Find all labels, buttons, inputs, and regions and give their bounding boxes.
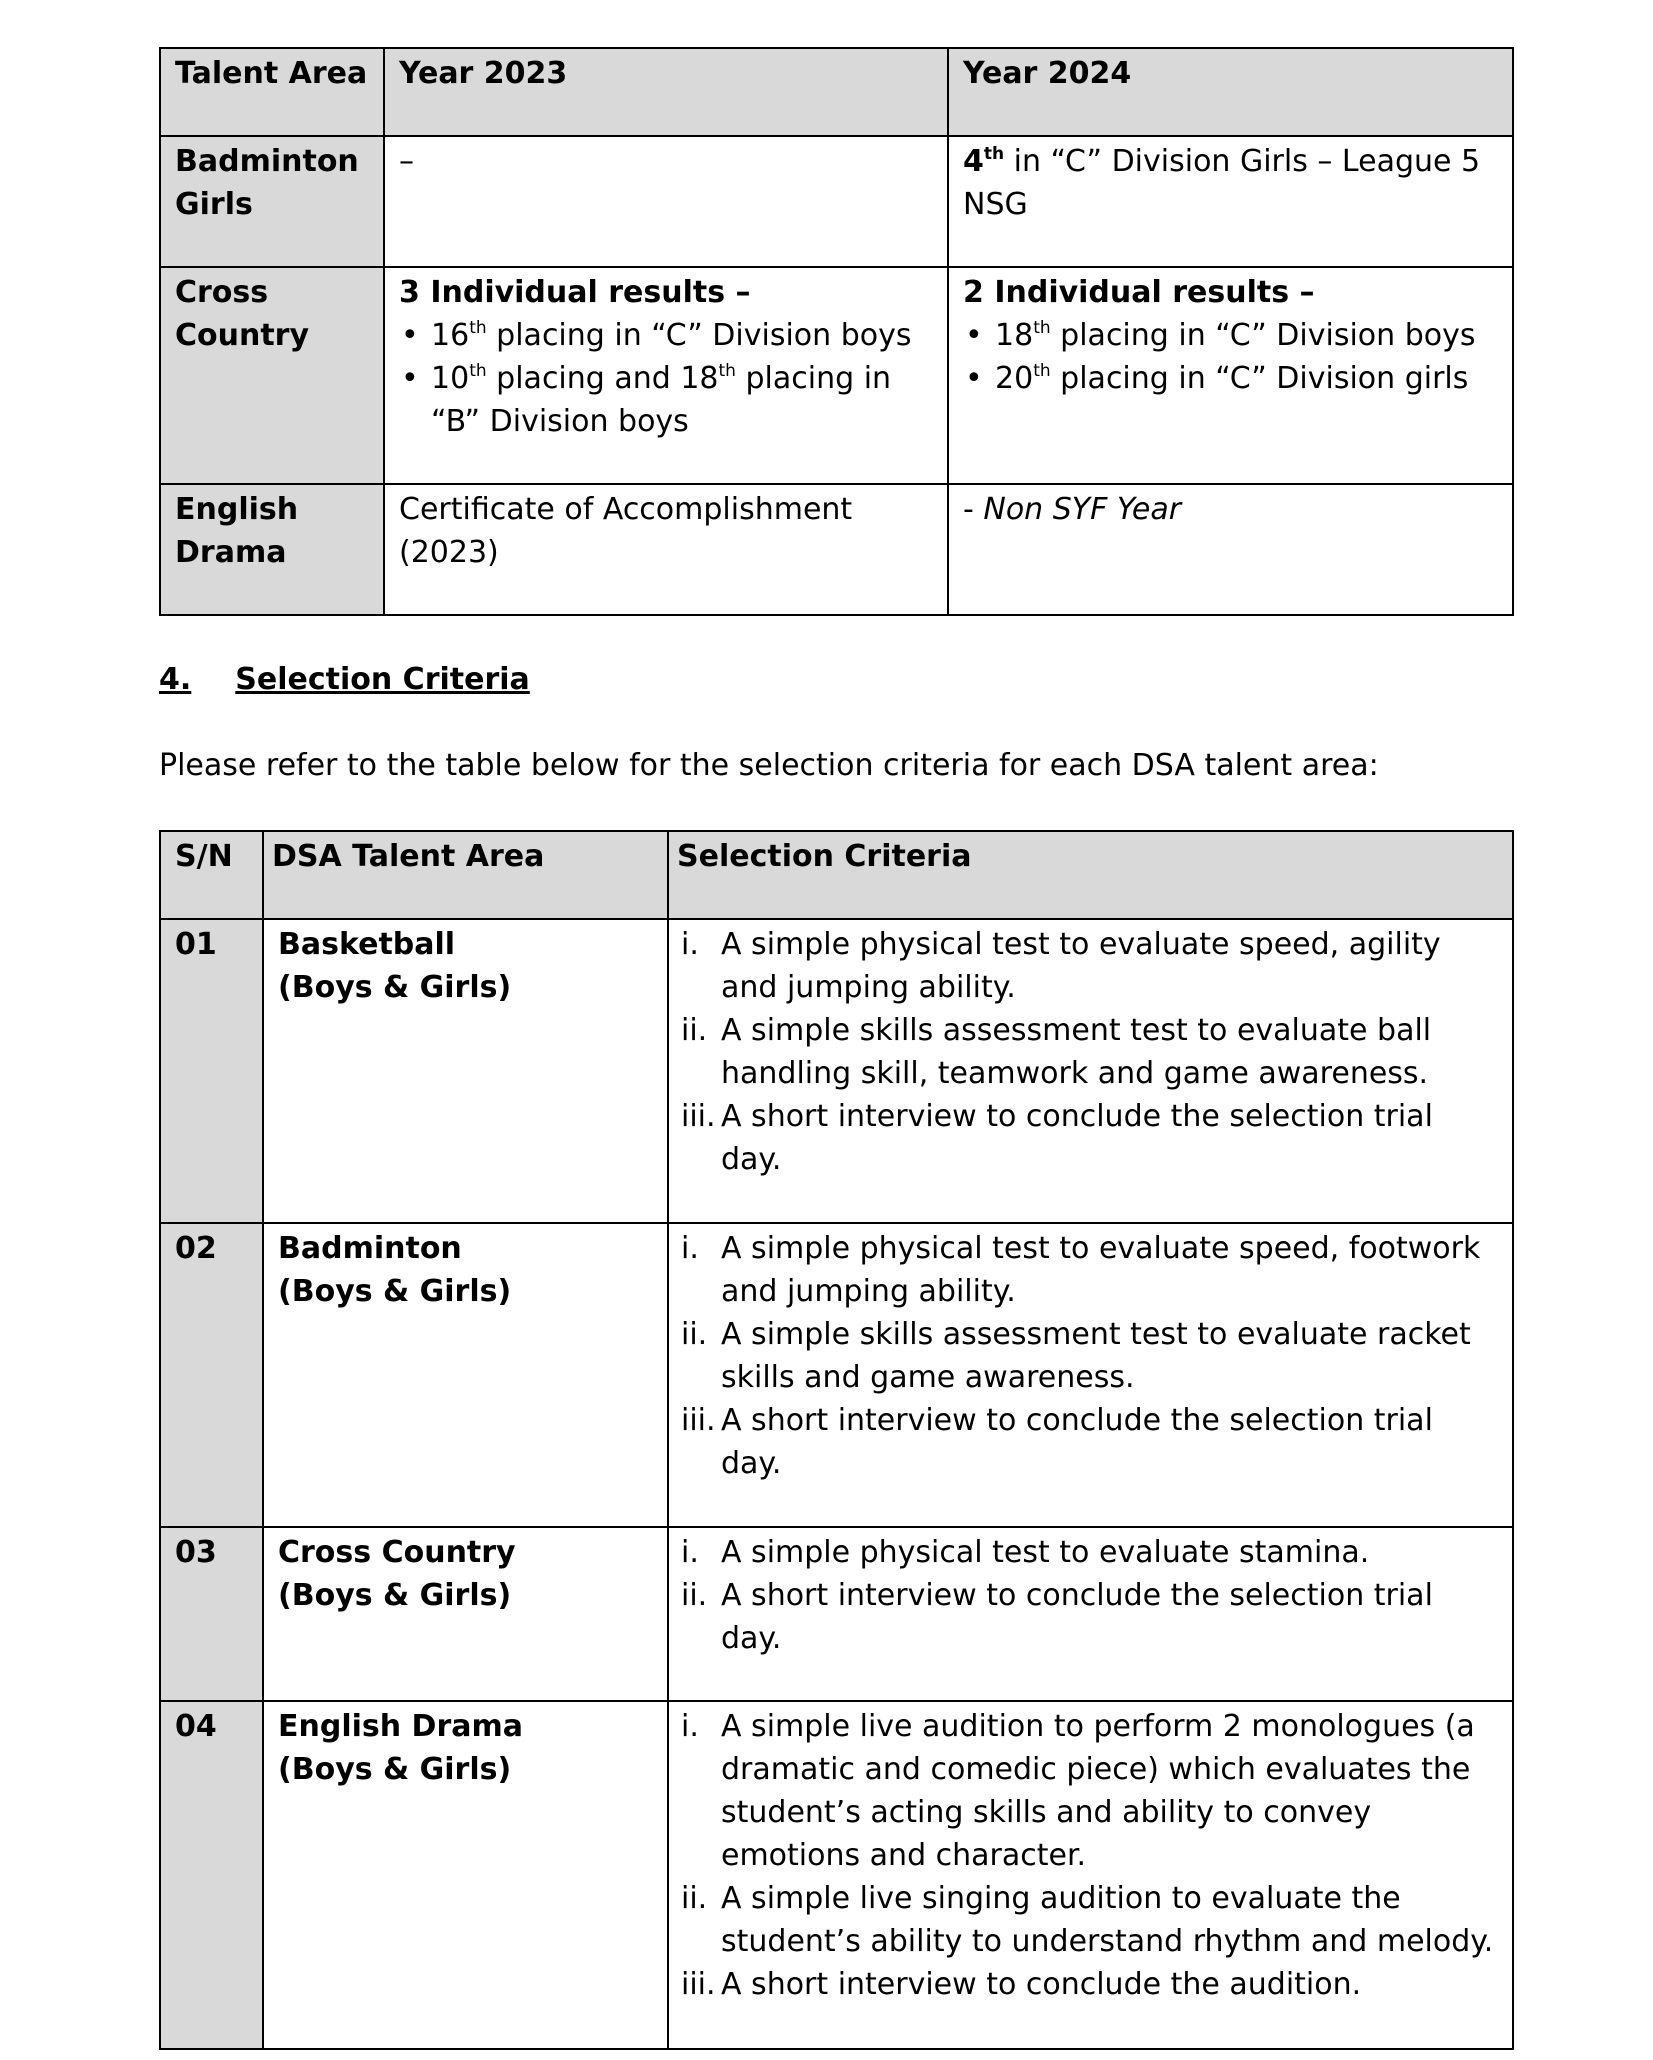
list-item: i. A simple physical test to evaluate stamina.: [681, 1535, 1370, 1570]
table-row: [160, 484, 1513, 615]
results-table: [159, 47, 1514, 616]
dsa-area-cell: English Drama (Boys & Girls): [263, 1701, 668, 2049]
list-item: i. A simple physical test to evaluate speed, agility and jumping ability.: [681, 927, 1441, 1005]
section-title: Selection Criteria: [235, 662, 530, 697]
dsa-area-cell: Cross Country (Boys & Girls): [263, 1527, 668, 1701]
criteria-cell: [668, 1223, 1513, 1527]
table-row: [160, 1701, 1513, 2049]
header-selection-criteria: Selection Criteria: [668, 831, 1513, 919]
header-dsa-talent-area: DSA Talent Area: [263, 831, 668, 919]
list-item: ii. A simple skills assessment test to evaluate ball handling skill, teamwork and game awareness.: [681, 1013, 1432, 1091]
criteria-cell: [668, 1701, 1513, 2049]
table-row: [160, 136, 1513, 267]
header-year-2023: Year 2023: [384, 48, 948, 136]
result-2023-cell: Certificate of Accomplishment (2023): [384, 484, 948, 615]
table-row: [160, 919, 1513, 1223]
sn-cell: 03: [160, 1527, 263, 1701]
table-row: [160, 1223, 1513, 1527]
talent-area-cell: English Drama: [160, 484, 384, 615]
result-2024-cell: [948, 267, 1513, 484]
result-2024-cell: - Non SYF Year: [948, 484, 1513, 615]
talent-area-cell: Cross Country: [160, 267, 384, 484]
list-item: ii. A simple live singing audition to evaluate the student’s ability to understand rhythm and melody.: [681, 1881, 1494, 1959]
list-item: • 16th placing in “C” Division boys: [399, 314, 933, 357]
list-item: • 20th placing in “C” Division girls: [963, 357, 1498, 400]
sn-cell: 04: [160, 1701, 263, 2049]
criteria-table: [159, 830, 1514, 2050]
list-item: ii. A short interview to conclude the selection trial day.: [681, 1578, 1433, 1656]
talent-area-cell: Badminton Girls: [160, 136, 384, 267]
sn-cell: 02: [160, 1223, 263, 1527]
header-talent-area: Talent Area: [160, 48, 384, 136]
sn-cell: 01: [160, 919, 263, 1223]
header-sn: S/N: [160, 831, 263, 919]
result-2023-cell: –: [384, 136, 948, 267]
dsa-area-cell: Badminton (Boys & Girls): [263, 1223, 668, 1527]
criteria-cell: [668, 919, 1513, 1223]
list-item: • 18th placing in “C” Division boys: [963, 314, 1498, 357]
criteria-cell: [668, 1527, 1513, 1701]
list-item: i. A simple physical test to evaluate speed, footwork and jumping ability.: [681, 1231, 1481, 1309]
results-header-row: [160, 48, 1513, 136]
section-heading: [159, 660, 530, 700]
list-item: iii. A short interview to conclude the selection trial day.: [681, 1099, 1433, 1177]
criteria-header-row: [160, 831, 1513, 919]
header-year-2024: Year 2024: [948, 48, 1513, 136]
result-2023-cell: [384, 267, 948, 484]
result-2024-cell: 4th in “C” Division Girls – League 5 NSG: [948, 136, 1513, 267]
list-item: • 10th placing and 18th placing in “B” Division boys: [399, 357, 933, 443]
section-number: 4.: [159, 662, 192, 697]
results-summary: 2 Individual results –: [963, 275, 1315, 310]
list-item: ii. A simple skills assessment test to evaluate racket skills and game awareness.: [681, 1317, 1471, 1395]
results-summary: 3 Individual results –: [399, 275, 751, 310]
table-row: [160, 267, 1513, 484]
list-item: iii. A short interview to conclude the selection trial day.: [681, 1403, 1433, 1481]
list-item: iii. A short interview to conclude the audition.: [681, 1967, 1362, 2002]
dsa-area-cell: Basketball (Boys & Girls): [263, 919, 668, 1223]
list-item: i. A simple live audition to perform 2 monologues (a dramatic and comedic piece) which evaluates the student’s acting skills and ability to convey emotions and character.: [681, 1709, 1475, 1873]
table-row: [160, 1527, 1513, 1701]
intro-paragraph: Please refer to the table below for the selection criteria for each DSA talent area:: [159, 748, 1379, 783]
